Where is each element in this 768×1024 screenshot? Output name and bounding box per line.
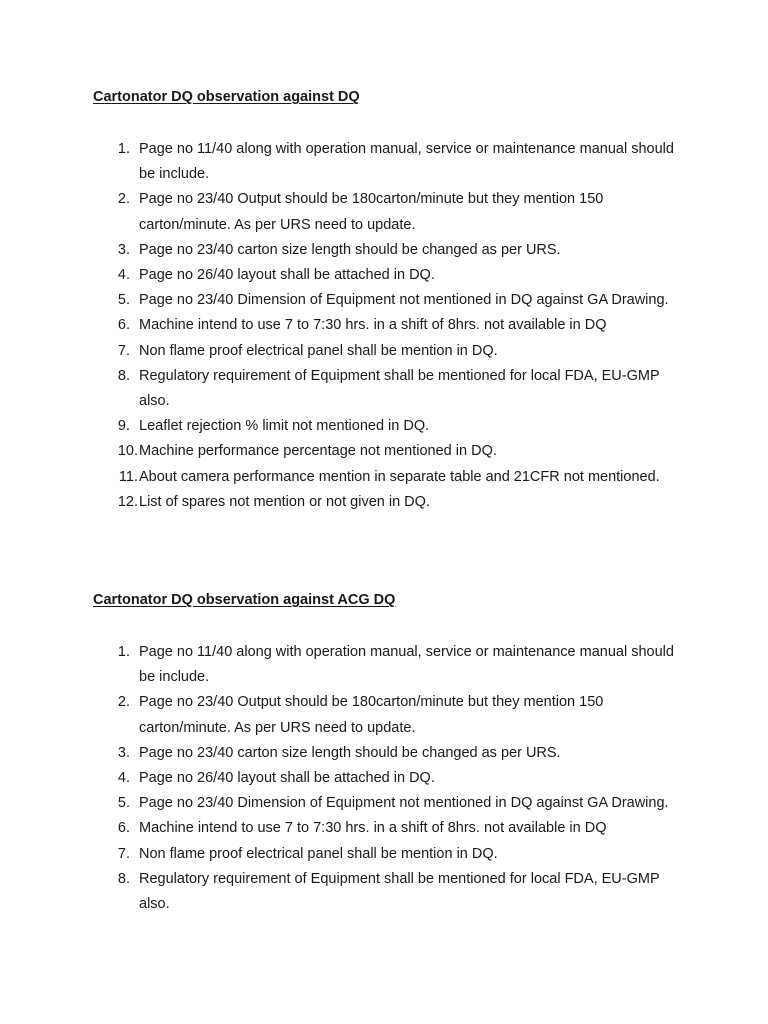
list-item	[93, 816, 679, 841]
item-text: Page no 11/40 along with operation manual, service or maintenance manual should be include.	[139, 141, 674, 183]
section-heading: Cartonator DQ observation against DQ	[93, 89, 360, 105]
item-text: Machine performance percentage not mentioned in DQ.	[139, 443, 497, 460]
item-text: Page no 26/40 layout shall be attached in DQ.	[139, 770, 435, 787]
item-text: Non flame proof electrical panel shall be mention in DQ.	[139, 845, 498, 862]
list-item	[93, 339, 679, 364]
item-number: 8.	[117, 367, 130, 384]
item-number: 11.	[118, 468, 138, 485]
item-number: 8.	[117, 870, 130, 887]
item-text: Page no 11/40 along with operation manual, service or maintenance manual should be include.	[139, 644, 674, 686]
item-number: 1.	[117, 644, 130, 660]
list-item	[93, 791, 679, 816]
list-item	[93, 238, 679, 263]
section-dq-observations	[93, 87, 693, 515]
item-number: 3.	[117, 744, 130, 761]
list-item	[93, 490, 679, 515]
list-item	[93, 263, 679, 288]
observation-list	[93, 640, 693, 917]
item-number: 2.	[117, 191, 130, 208]
item-number: 1.	[117, 141, 130, 157]
list-item	[93, 414, 679, 439]
item-text: Leaflet rejection % limit not mentioned in DQ.	[139, 418, 430, 435]
item-number: 4.	[117, 267, 130, 284]
item-text: Non flame proof electrical panel shall be mention in DQ.	[139, 342, 498, 359]
list-item	[93, 439, 679, 464]
list-item	[93, 867, 679, 917]
item-number: 7.	[117, 342, 130, 359]
item-number: 10.	[117, 443, 138, 460]
section-acg-dq-observations	[93, 590, 693, 917]
item-number: 2.	[117, 694, 130, 711]
list-item	[93, 313, 679, 338]
item-number: 6.	[117, 317, 130, 334]
item-text: List of spares not mention or not given in DQ.	[139, 493, 430, 510]
item-text: Page no 23/40 carton size length should be changed as per URS.	[139, 744, 561, 761]
item-text: Machine intend to use 7 to 7:30 hrs. in a shift of 8hrs. not available in DQ	[139, 820, 607, 837]
item-text: About camera performance mention in separate table and 21CFR not mentioned.	[139, 468, 660, 485]
item-text: Page no 23/40 Dimension of Equipment not mentioned in DQ against GA Drawing.	[139, 795, 669, 812]
item-number: 3.	[117, 241, 130, 258]
item-number: 4.	[117, 770, 130, 787]
item-text: Page no 23/40 Dimension of Equipment not mentioned in DQ against GA Drawing.	[139, 292, 669, 309]
item-number: 6.	[117, 820, 130, 837]
item-number: 7.	[117, 845, 130, 862]
item-number: 5.	[117, 795, 130, 812]
list-item	[93, 187, 679, 237]
list-item	[93, 364, 679, 414]
list-item	[93, 640, 679, 690]
item-number: 5.	[117, 292, 130, 309]
observation-list	[93, 137, 693, 515]
item-text: Page no 23/40 carton size length should be changed as per URS.	[139, 241, 561, 258]
item-text: Machine intend to use 7 to 7:30 hrs. in a shift of 8hrs. not available in DQ	[139, 317, 607, 334]
item-text: Page no 23/40 Output should be 180carton/minute but they mention 150 carton/minute. As per URS need to update.	[139, 694, 604, 736]
list-item	[93, 690, 679, 740]
list-item	[93, 465, 679, 490]
item-text: Page no 23/40 Output should be 180carton/minute but they mention 150 carton/minute. As per URS need to update.	[139, 191, 604, 233]
list-item	[93, 766, 679, 791]
list-item	[93, 842, 679, 867]
list-item	[93, 741, 679, 766]
item-text: Page no 26/40 layout shall be attached in DQ.	[139, 267, 435, 284]
list-item	[93, 137, 679, 187]
list-item	[93, 288, 679, 313]
section-heading: Cartonator DQ observation against ACG DQ	[93, 592, 396, 608]
item-text: Regulatory requirement of Equipment shall be mentioned for local FDA, EU-GMP also.	[139, 367, 660, 410]
item-text: Regulatory requirement of Equipment shall be mentioned for local FDA, EU-GMP also.	[139, 870, 660, 913]
item-number: 9.	[117, 418, 130, 435]
item-number: 12.	[117, 493, 138, 510]
